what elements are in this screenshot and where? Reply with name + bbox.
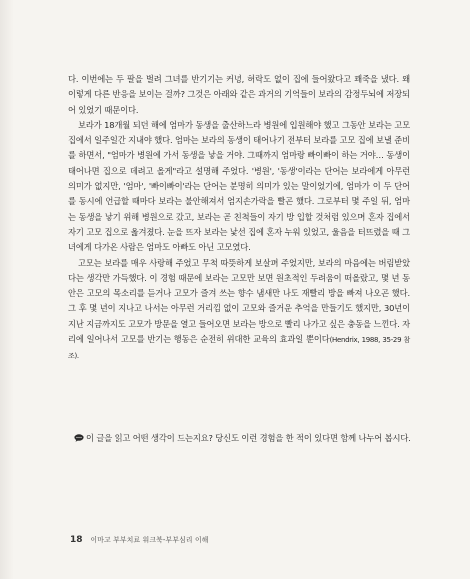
speech-bubble-icon xyxy=(74,434,84,442)
page-number: 18 xyxy=(70,535,83,545)
paragraph-3 xyxy=(68,256,410,365)
paragraph-3-text: 고모는 보라를 매우 사랑해 주었고 무척 따뜻하게 보살펴 주었지만, 보라의 마음에는 버림받았다는 생각만 가득했다. 이 경험 때문에 보라는 고모만 보면 원초적인 두려움이 떠올랐고, 몇 년 동안은 고모의 목소리를 듣거나 고모가 즐겨 쓰는 향수 냄새만 나도 재빨리 방을 빠져 나오곤 했다. 그 후 몇 년이 지나고 나서는 아무런 거리낌 없이 고모와 즐거운 추억을 만들기도 했지만, 30년이 지난 지금까지도 고모가 방문을 열고 들어오면 보라는 방으로 빨리 나가고 싶은 충동을 느낀다. 자리에 일어나서 고모를 반기는 행동은 순전히 위대한 교육의 효과일 뿐이다 xyxy=(68,257,410,345)
body-text xyxy=(68,72,410,365)
page-footer xyxy=(70,534,209,545)
paragraph-2 xyxy=(68,118,410,256)
running-title: 이마고 부부치료 워크북-부부심리 이해 xyxy=(90,536,209,544)
question-text: 이 글을 읽고 어떤 생각이 드는지요? 당신도 이런 경험을 한 적이 있다면 함께 나누어 봅시다. xyxy=(86,433,411,443)
paragraph-2-text: 보라가 18개월 되던 해에 엄마가 동생을 출산하느라 병원에 입원해야 했고 그동안 보라는 고모 집에서 일주일간 지내야 했다. 엄마는 보라의 동생이 태어나기 전부터 보라를 고모 집에 보낼 준비를 하면서, "엄마가 병원에 가서 동생을 낳을 거야. 그때까지 엄마랑 빠이빠이 하는 거야… 동생이 태어나면 집으로 데려고 올게"라고 설명해 주었다. '병원', '동생'이라는 단어는 보라에게 아무런 의미가 없지만, '엄마', '빠이빠이'라는 단어는 분명히 의미가 있는 말이었기에, 엄마가 이 두 단어를 동시에 언급할 때마다 보라는 불안해져서 엄지손가락을 빨곤 했다. 그로부터 몇 주일 뒤, 엄마는 동생을 낳기 위해 병원으로 갔고, 보라는 곧 친척들이 자기 방 입할 것처럼 있으며 혼자 집에서 자기 고모 집으로 옮겨졌다. 눈을 뜨자 보라는 낯선 집에 혼자 누워 있었고, 울음을 터뜨렸을 때 그녀에게 다가온 사람은 엄마도 아빠도 아닌 고모였다. xyxy=(68,119,410,253)
discussion-question xyxy=(76,431,414,446)
paragraph-1-text: 다. 이번에는 두 팔을 벌려 그녀를 반기기는 커녕, 허락도 없이 집에 들어왔다고 꽤죽을 냈다. 왜 이렇게 다른 반응을 보이는 걸까? 그것은 아래와 같은 과거의 기억들이 보라의 감정두뇌에 저장되어 있었기 때문이다. xyxy=(68,74,410,115)
paragraph-1 xyxy=(68,72,410,118)
citation: (Hendrix, 1988, 35-29 참조). xyxy=(68,336,410,361)
